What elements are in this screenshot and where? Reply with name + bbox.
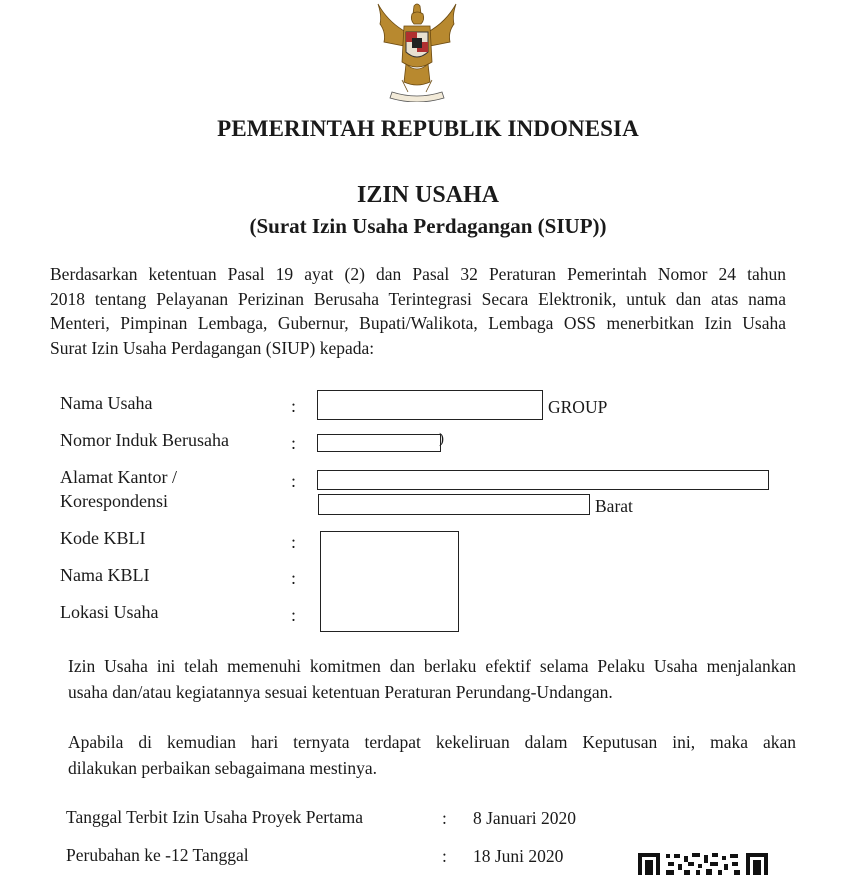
validity-paragraph <box>68 653 796 705</box>
garuda-emblem-icon <box>368 2 466 102</box>
alamat-colon: : <box>291 471 297 491</box>
nib-redacted-box <box>317 434 441 452</box>
lokasi-usaha-label: Lokasi Usaha <box>60 602 159 622</box>
intro-paragraph <box>50 262 786 360</box>
intro-line: 2018 tentang Pelayanan Perizinan Berusaha Terintegrasi Secara Elektronik, untuk dan atas nama <box>50 288 786 309</box>
government-heading: PEMERINTAH REPUBLIK INDONESIA <box>217 116 639 141</box>
correction-line: dilakukan perbaikan sebagaimana mestinya. <box>68 758 378 778</box>
intro-line: Berdasarkan ketentuan Pasal 19 ayat (2) dan Pasal 32 Peraturan Pemerintah Nomor 24 tahun <box>50 264 786 284</box>
nama-usaha-colon: : <box>291 396 297 416</box>
validity-line: usaha dan/atau kegiatannya sesuai ketentuan Peraturan Perundang-Undangan. <box>68 682 613 702</box>
nib-label: Nomor Induk Berusaha <box>60 430 229 450</box>
kbli-redacted-box <box>320 531 459 632</box>
tanggal-terbit-value: 8 Januari 2020 <box>473 808 577 828</box>
intro-line: Surat Izin Usaha Perdagangan (SIUP) kepada: <box>50 337 375 358</box>
alamat-redacted-box-2 <box>318 494 590 515</box>
perubahan-value: 18 Juni 2020 <box>473 846 564 866</box>
intro-line: Menteri, Pimpinan Lembaga, Gubernur, Bupati/Walikota, Lembaga OSS menerbitkan Izin Usaha <box>50 313 786 333</box>
nama-usaha-label: Nama Usaha <box>60 393 153 413</box>
perubahan-label: Perubahan ke -12 Tanggal <box>66 845 249 865</box>
correction-paragraph <box>68 729 796 781</box>
kode-kbli-label: Kode KBLI <box>60 528 146 548</box>
nama-usaha-suffix: GROUP <box>548 397 608 417</box>
correction-line: Apabila di kemudian hari ternyata terdapat kekeliruan dalam Keputusan ini, maka akan <box>68 732 796 752</box>
nama-kbli-label: Nama KBLI <box>60 565 150 585</box>
perubahan-colon: : <box>442 846 447 866</box>
kode-kbli-colon: : <box>291 532 297 552</box>
validity-line: Izin Usaha ini telah memenuhi komitmen dan berlaku efektif selama Pelaku Usaha menjalankan <box>68 656 796 676</box>
tanggal-terbit-label: Tanggal Terbit Izin Usaha Proyek Pertama <box>66 807 364 827</box>
nama-usaha-redacted-box <box>317 390 543 420</box>
nama-kbli-colon: : <box>291 568 297 588</box>
document-title: IZIN USAHA <box>356 182 500 208</box>
alamat-redacted-box-1 <box>317 470 769 490</box>
alamat-label-line2: Korespondensi <box>60 491 168 511</box>
alamat-label-line1: Alamat Kantor / <box>60 467 177 487</box>
nib-colon: : <box>291 433 297 453</box>
nib-suffix: ) <box>439 431 444 447</box>
tanggal-terbit-colon: : <box>442 808 447 828</box>
qr-code-icon <box>636 850 770 875</box>
document-subtitle: (Surat Izin Usaha Perdagangan (SIUP)) <box>249 214 607 238</box>
alamat-suffix: Barat <box>595 496 633 516</box>
lokasi-usaha-colon: : <box>291 605 297 625</box>
